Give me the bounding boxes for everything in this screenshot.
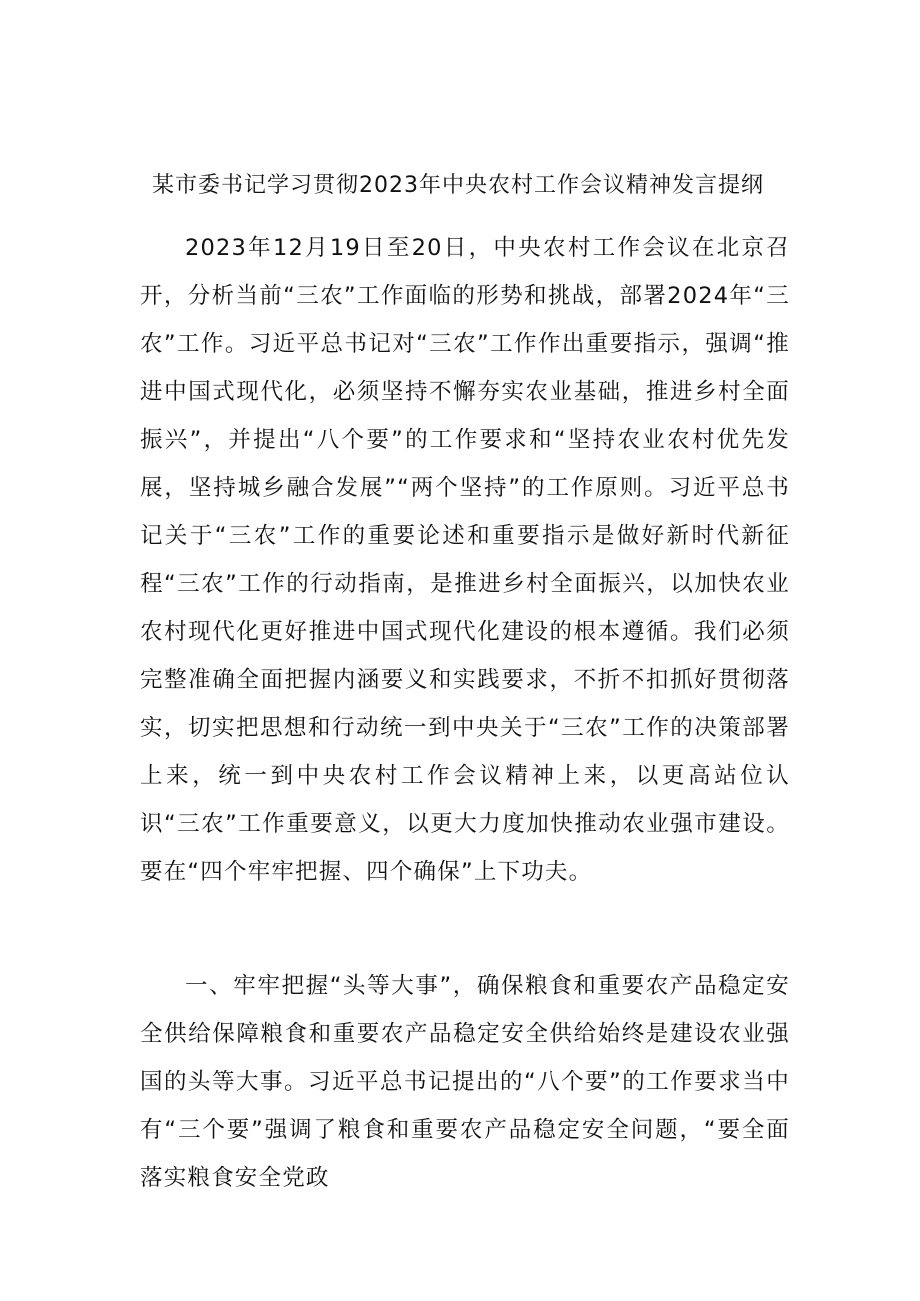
document-title: 某市委书记学习贯彻2023年中央农村工作会议精神发言提纲 <box>152 173 764 198</box>
paragraph-section-one: 一、牢牢把握“头等大事”，确保粮食和重要农产品稳定安全供给保障粮食和重要农产品稳定安全供给始终是建设农业强国的头等大事。习近平总书记提出的“八个要”的工作要求当中有“三个要”强调了粮食和重要农产品稳定安全问题，“要全面落实粮食安全党政 <box>140 973 790 1191</box>
paragraph-intro: 2023年12月19日至20日，中央农村工作会议在北京召开，分析当前“三农”工作面临的形势和挑战，部署2024年“三农”工作。习近平总书记对“三农”工作作出重要指示，强调“推进中国式现代化，必须坚持不懈夯实农业基础，推进乡村全面振兴”，并提出“八个要”的工作要求和“坚持农业农村优先发展，坚持城乡融合发展”“两个坚持”的工作原则。习近平总书记关于“三农”工作的重要论述和重要指示是做好新时代新征程“三农”工作的行动指南，是推进乡村全面振兴，以加快农业农村现代化更好推进中国式现代化建设的根本遵循。我们必须完整准确全面把握内涵要义和实践要求，不折不扣抓好贯彻落实，切实把思想和行动统一到中央关于“三农”工作的决策部署上来，统一到中央农村工作会议精神上来，以更高站位认识“三农”工作重要意义，以更大力度加快推动农业强市建设。要在“四个牢牢把握、四个确保”上下功夫。 <box>140 235 790 885</box>
